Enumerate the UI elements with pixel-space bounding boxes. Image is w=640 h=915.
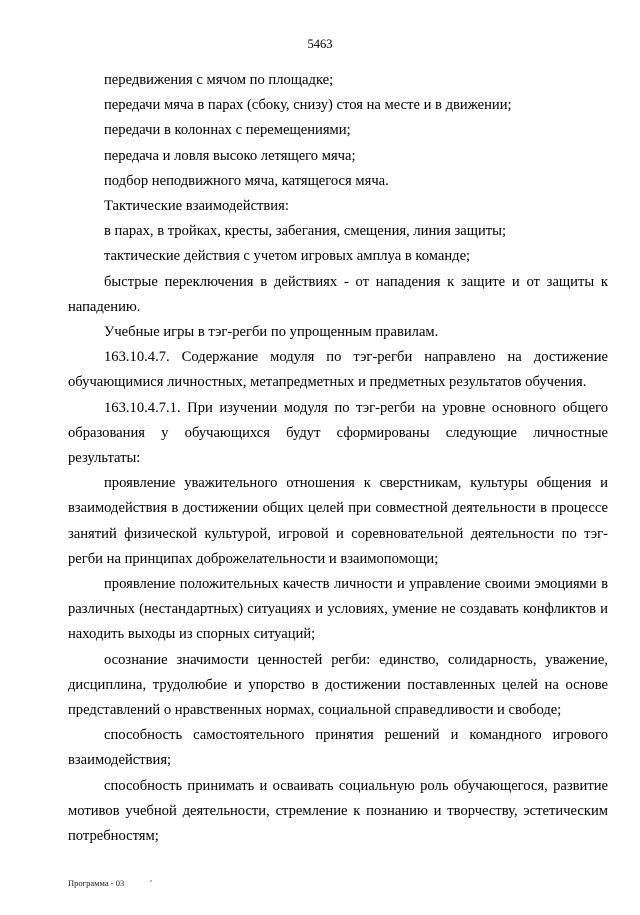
paragraph: передвижения с мячом по площадке; xyxy=(104,72,334,88)
paragraph: передачи мяча в парах (сбоку, снизу) стоя на месте и в движении; xyxy=(104,97,512,114)
document-body xyxy=(68,68,608,849)
paragraph: 163.10.4.7. Содержание модуля по тэг-регби направлено на достижение обучающимися личностных, метапредметных и предметных результатов обучения. xyxy=(68,349,608,391)
page-number: 5463 xyxy=(307,37,333,51)
paragraph: Учебные игры в тэг-регби по упрощенным правилам. xyxy=(104,324,439,341)
paragraph: осознание значимости ценностей регби: единство, солидарность, уважение, дисциплина, трудолюбие и упорство в достижении поставленных целей на основе представлений о нравственных нормах, социальной справедливости и свободе; xyxy=(68,651,608,719)
paragraph: способность принимать и осваивать социальную роль обучающегося, развитие мотивов учебной деятельности, стремление к познанию и творчеству, эстетическим потребностям; xyxy=(68,777,608,845)
paragraph: 163.10.4.7.1. При изучении модуля по тэг-регби на уровне основного общего образования у обучающихся будут сформированы следующие личностные результаты: xyxy=(68,399,608,467)
paragraph: проявление положительных качеств личности и управление своими эмоциями в различных (нестандартных) ситуациях и условиях, умение не создавать конфликтов и находить выходы из спорных ситуаций; xyxy=(68,576,608,643)
paragraph: в парах, в тройках, кресты, забегания, смещения, линия защиты; xyxy=(104,223,506,240)
paragraph: передачи в колоннах с перемещениями; xyxy=(104,122,351,139)
scan-artifact xyxy=(150,880,152,882)
paragraph: Тактические взаимодействия: xyxy=(104,198,289,215)
paragraph: передача и ловля высоко летящего мяча; xyxy=(104,147,356,164)
paragraph: проявление уважительного отношения к сверстникам, культуры общения и взаимодействия в достижении общих целей при совместной деятельности в процессе занятий физической культурой, игровой и соревновательной деятельности по тэг-регби на принципах доброжелательности и взаимопомощи; xyxy=(68,475,608,567)
paragraph: подбор неподвижного мяча, катящегося мяча. xyxy=(104,172,389,189)
paragraph: быстрые переключения в действиях - от нападения к защите и от защиты к нападению. xyxy=(68,273,608,315)
footer-label: Программа - 03 xyxy=(68,878,125,888)
paragraph: способность самостоятельного принятия решений и командного игрового взаимодействия; xyxy=(68,727,608,769)
paragraph: тактические действия с учетом игровых амплуа в команде; xyxy=(104,248,471,265)
